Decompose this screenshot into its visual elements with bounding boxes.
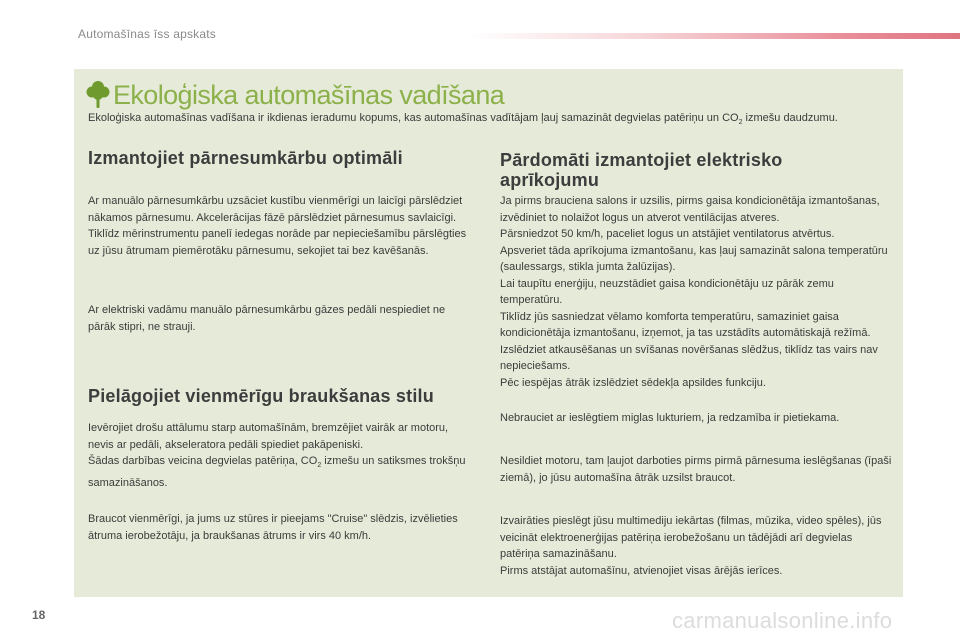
section-style-note bbox=[88, 511, 473, 544]
page-number: 18 bbox=[32, 608, 46, 622]
electrical-paragraph-4: Lai taupītu enerģiju, neuzstādiet gaisa kondicionētāju uz pārāk zemu temperatūru. bbox=[500, 277, 834, 306]
section-electrical-fog bbox=[500, 410, 892, 427]
page-title: Ekoloģiska automašīnas vadīšana bbox=[113, 79, 505, 110]
electrical-paragraph-3: Apsveriet tāda aprīkojuma izmantošanu, kas ļauj samazināt salona temperatūru (saulessargs, stikla jumta žalūzijas). bbox=[500, 244, 888, 273]
section-electrical-body bbox=[500, 193, 892, 391]
section-gear-body bbox=[88, 193, 473, 259]
electrical-paragraph-8: Nebrauciet ar ieslēgtiem miglas lukturiem, ja redzamība ir pietiekama. bbox=[500, 412, 840, 424]
style-paragraph-2: Šādas darbības veicina degvielas patēriņa, $CO_2$ izmešu un satiksmes trokšņu samazināšanos. bbox=[88, 455, 466, 489]
electrical-heading-line-1: Pārdomāti izmantojiet elektrisko bbox=[500, 150, 783, 170]
leaf-icon bbox=[86, 80, 110, 110]
section-style-heading: Pielāgojiet vienmērīgu braukšanas stilu bbox=[88, 386, 434, 406]
style-paragraph-3: Braucot vienmērīgi, ja jums uz stūres ir pieejams "Cruise" slēdzis, izvēlieties ātruma ierobežotāju, ja braukšanas ātrums ir virs 40 km/h. bbox=[88, 513, 458, 542]
section-style-body bbox=[88, 420, 473, 491]
section-gear-heading: Izmantojiet pārnesumkārbu optimāli bbox=[88, 148, 403, 168]
electrical-paragraph-6: Izslēdziet atkausēšanas un svīšanas novēršanas slēdžus, tiklīdz tas vairs nav nepieciešams. bbox=[500, 343, 878, 372]
gear-paragraph-3: Ar elektriski vadāmu manuālo pārnesumkārbu gāzes pedāli nespiediet ne pārāk stipri, ne strauji. bbox=[88, 304, 446, 333]
intro-paragraph: Ekoloģiska automašīnas vadīšana ir ikdienas ieradumu kopums, kas automašīnas vadītājam ļauj samazināt degvielas patēriņu un $CO_2$ izmešu daudzumu. bbox=[88, 112, 838, 127]
electrical-paragraph-11: Pirms atstājat automašīnu, atvienojiet visas ārējās ierīces. bbox=[500, 564, 783, 577]
section-gear-note bbox=[88, 302, 473, 335]
watermark: carmanualsonline.info bbox=[672, 608, 893, 633]
electrical-paragraph-5: Tiklīdz jūs sasniedzat vēlamo komforta temperatūru, samaziniet gaisa kondicionētāja izmantošanu, izņemot, ja tas uzstādīts automātiskajā režīmā. bbox=[500, 310, 871, 339]
electrical-paragraph-1: Ja pirms brauciena salons ir uzsilis, pirms gaisa kondicionētāja izmantošanas, izvēdiniet to nolaižot logus un atverot ventilācijas atveres. bbox=[500, 195, 880, 224]
electrical-paragraph-7: Pēc iespējas ātrāk izslēdziet sēdekļa apsildes funkciju. bbox=[500, 376, 766, 389]
section-electrical-engine bbox=[500, 453, 892, 486]
section-electrical-heading bbox=[500, 150, 892, 190]
style-paragraph-1: Ievērojiet drošu attālumu starp automašīnām, bremzējiet vairāk ar motoru, nevis ar pedāli, akseleratora pedāli spiediet pakāpeniski. bbox=[88, 422, 449, 451]
electrical-paragraph-9: Nesildiet motoru, tam ļaujot darboties pirms pirmā pārnesuma ieslēgšanas (īpaši ziemā), jo jūsu automašīna ātrāk uzsilst braucot. bbox=[500, 455, 892, 484]
gear-paragraph-1: Ar manuālo pārnesumkārbu uzsāciet kustību vienmērīgi un laicīgi pārslēdziet nākamos pārnesumu. Akcelerācijas fāzē pārslēdziet pārnesumus savlaicīgi. bbox=[88, 195, 463, 224]
header-accent-bar bbox=[470, 33, 960, 39]
header-section-title: Automašīnas īss apskats bbox=[78, 27, 216, 41]
gear-paragraph-2: Tiklīdz mērinstrumentu panelī iedegas norāde par nepieciešamību pārslēgties uz jūsu ātrumam piemērotāku pārnesumu, sekojiet tai bez kavēšanās. bbox=[88, 228, 467, 257]
title-row bbox=[86, 77, 504, 113]
section-electrical-multimedia bbox=[500, 513, 892, 579]
electrical-heading-line-2: aprīkojumu bbox=[500, 170, 600, 190]
electrical-paragraph-2: Pārsniedzot 50 km/h, paceliet logus un atstājiet ventilatorus atvērtus. bbox=[500, 228, 835, 240]
electrical-paragraph-10: Izvairāties pieslēgt jūsu multimediju iekārtas (filmas, mūzika, video spēles), jūs veicināt elektroenerģijas patēriņa ierobežošanu un tādējādi arī degvielas patēriņa samazināšanu. bbox=[500, 515, 882, 560]
